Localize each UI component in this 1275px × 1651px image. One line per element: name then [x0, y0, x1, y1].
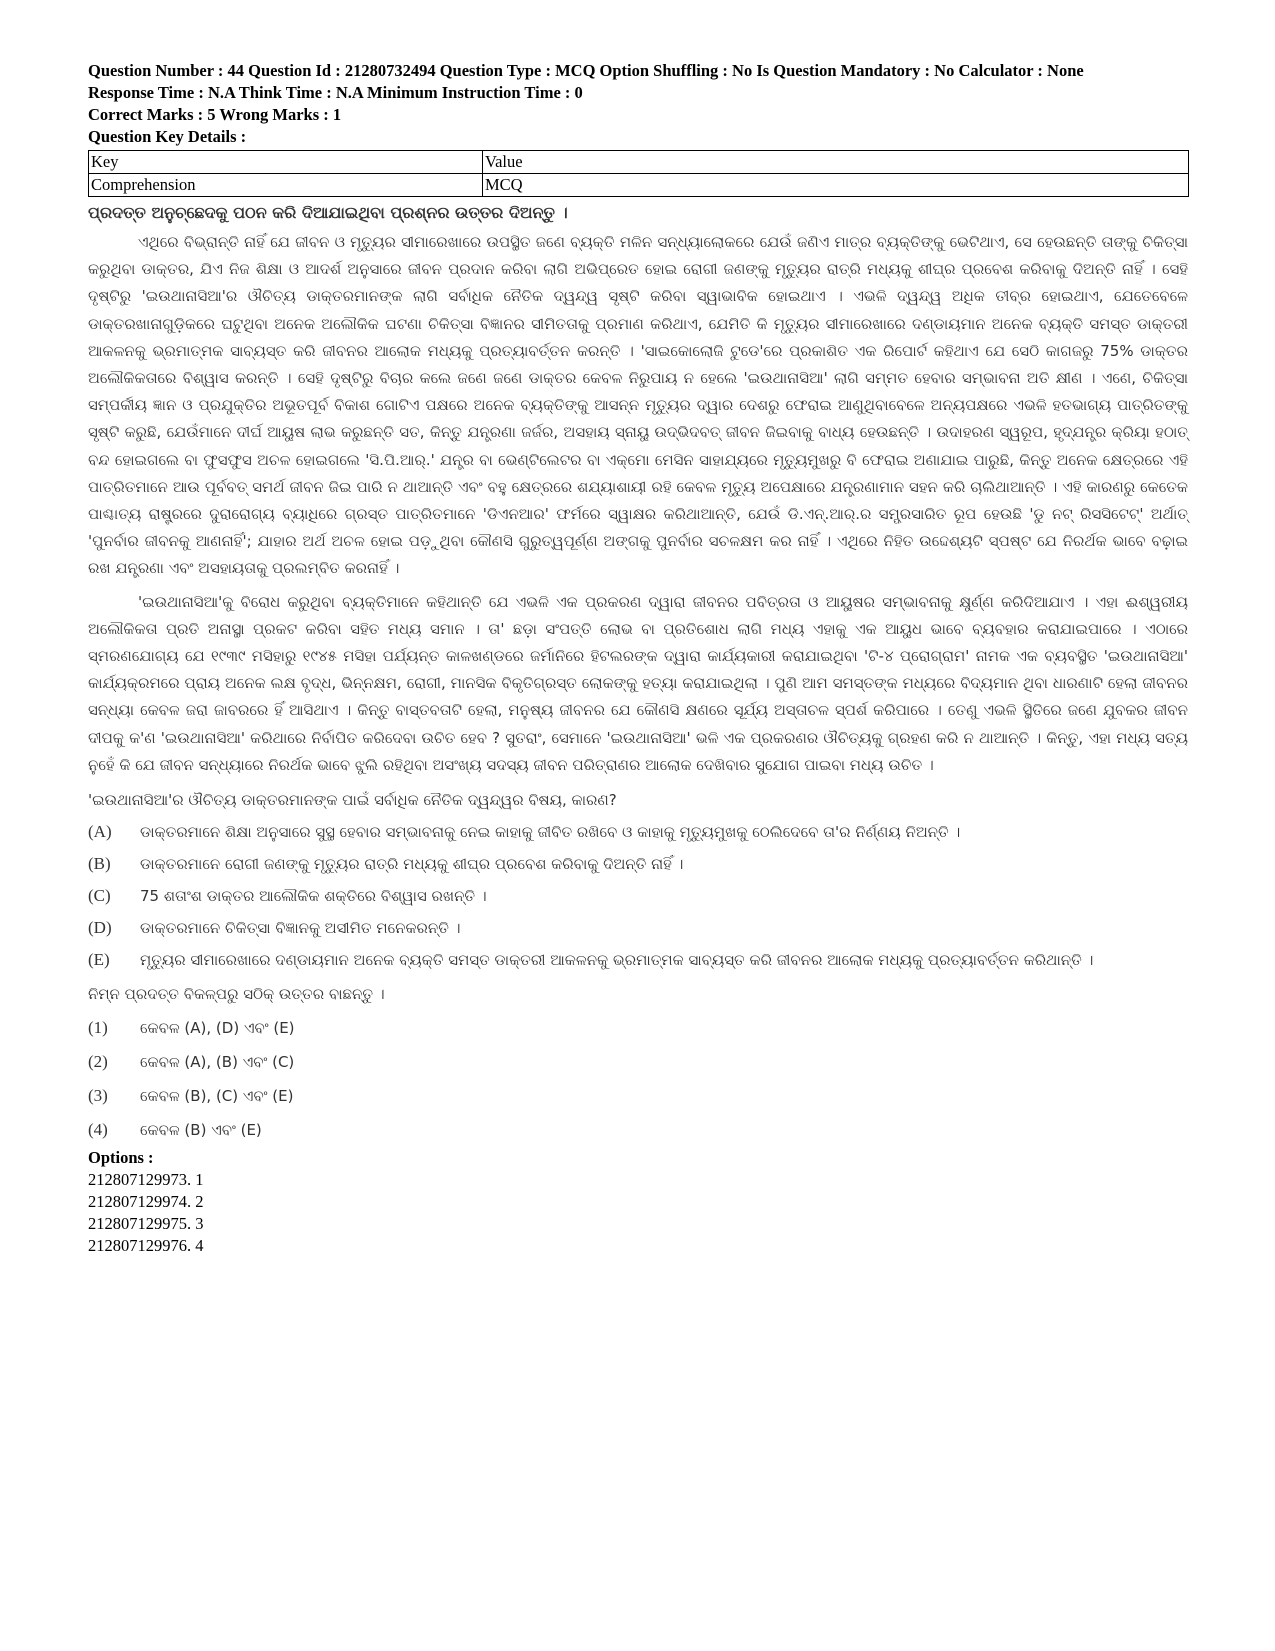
options-label: Options : — [88, 1148, 154, 1168]
option-id-2: 212807129974. 2 — [88, 1192, 204, 1212]
statement-label: (B) — [88, 854, 111, 874]
statement-text: 75 ଶତାଂଶ ଡାକ୍ତର ଆଲୌକିକ ଶକ୍ତିରେ ବିଶ୍ୱାସ ରଖନ୍ତି । — [140, 887, 487, 906]
marks-line: Correct Marks : 5 Wrong Marks : 1 — [88, 105, 342, 124]
statement-text: ଡାକ୍ତରମାନେ ଚିକିତ୍ସା ବିଜ୍ଞାନକୁ ଅସୀମିତ ମନେକରନ୍ତି । — [140, 919, 461, 938]
statement-text: ଡାକ୍ତରମାନେ ରୋଗୀ ଜଣଙ୍କୁ ମୃତ୍ୟୁର ରାତ୍ରି ମଧ୍ୟକୁ ଶୀଘ୍ର ପ୍ରବେଶ କରିବାକୁ ଦିଅନ୍ତି ନାହିଁ । — [140, 855, 684, 874]
table-row — [89, 174, 1189, 197]
statement-d — [88, 915, 1188, 941]
statement-label: (D) — [88, 918, 112, 938]
choice-3 — [88, 1083, 1188, 1109]
value-cell: MCQ — [483, 174, 1189, 197]
statement-text: ମୃତ୍ୟୁର ସୀମାରେଖାରେ ଦଣ୍ଡାୟମାନ ଅନେକ ବ୍ୟକ୍ତି ସମସ୍ତ ଡାକ୍ତରୀ ଆକଳନକୁ ଭ୍ରମାତ୍ମକ ସାବ୍ୟସ୍ତ କରି ଜୀବନର ଆଲୋକ ମଧ୍ୟକୁ ପ୍ରତ୍ୟାବର୍ତ୍ତନ କରିଥାନ୍ତି । — [140, 951, 1094, 970]
key-header-cell: Key — [89, 151, 483, 174]
choice-2 — [88, 1049, 1188, 1075]
statement-e — [88, 947, 1188, 973]
passage-instruction: ପ୍ରଦତ୍ତ ଅନୁଚ୍ଛେଦକୁ ପଠନ କରି ଦିଆଯାଇଥିବା ପ୍ରଶ୍ନର ଉତ୍ତର ଦିଅନ୍ତୁ । — [88, 203, 568, 222]
passage-paragraph-2: 'ଇଉଥାନାସିଆ'କୁ ବିରୋଧ କରୁଥିବା ବ୍ୟକ୍ତିମାନେ କହିଥାନ୍ତି ଯେ ଏଭଳି ଏକ ପ୍ରକରଣ ଦ୍ୱାରା ଜୀବନର ପବିତ୍ରତା ଓ ଆୟୁଷର ସମ୍ଭାବନାକୁ କ୍ଷୁର୍ଣ୍ଣ କରିଦିଆଯାଏ । ଏହା ଈଶ୍ୱରୀୟ ଅଲୌକିକତା ପ୍ରତି ଅନାସ୍ଥା ପ୍ରକଟ କରିବା ସହିତ ମଧ୍ୟ ସମାନ । ତା' ଛଡ଼ା ସଂପତ୍ତି ଲୋଭ ବା ପ୍ରତିଶୋଧ ଲାଗି ମଧ୍ୟ ଏହାକୁ ଏକ ଆୟୁଧ ଭାବେ ବ୍ୟବହାର କରାଯାଇପାରେ । ଏଠାରେ ସ୍ମରଣଯୋଗ୍ୟ ଯେ ୧୯୩୯ ମସିହାରୁ ୧୯୪୫ ମସିହା ପର୍ଯ୍ୟନ୍ତ କାଳଖଣ୍ଡରେ ଜର୍ମାନିରେ ହିଟଲରଙ୍କ ଦ୍ୱାରା କାର୍ଯ୍ୟକାରୀ କରାଯାଇଥିବା 'ଟି-୪ ପ୍ରୋଗ୍ରାମ' ନାମକ ଏକ ବ୍ୟବସ୍ଥିତ 'ଇଉଥାନାସିଆ' କାର୍ଯ୍ୟକ୍ରମରେ ପ୍ରାୟ ଅନେକ ଲକ୍ଷ ବୃଦ୍ଧ, ଭିନ୍ନକ୍ଷମ, ରୋଗୀ, ମାନସିକ ବିକୃତିଗ୍ରସ୍ତ ଲୋକଙ୍କୁ ହତ୍ୟା କରାଯାଇଥିଲା । ପୁଣି ଆମ ସମସ୍ତଙ୍କ ମଧ୍ୟରେ ବିଦ୍ୟମାନ ଥିବା ଧାରଣାଟି ହେଲା ଜୀବନର ସନ୍ଧ୍ୟା କେବଳ ଜରା ଜାବରରେ ହିଁ ଆସିଥାଏ । କିନ୍ତୁ ବାସ୍ତବତାଟି ହେଲା, ମନୁଷ୍ୟ ଜୀବନର ଯେ କୌଣସି କ୍ଷଣରେ ସୂର୍ଯ୍ୟ ଅସ୍ତାଚଳ ସ୍ପର୍ଶ କରିପାରେ । ତେଣୁ ଏଭଳି ସ୍ଥିତିରେ ଜଣେ ଯୁବକର ଜୀବନ ଦୀପକୁ କ'ଣ 'ଇଉଥାନାସିଆ' କରିଥାରେ ନିର୍ବାପିତ କରିଦେବା ଉଚିତ ହେବ ? ସୁତରାଂ, ସେମାନେ 'ଇଉଥାନାସିଆ' ଭଳି ଏକ ପ୍ରକରଣର ଔଚିତ୍ୟକୁ ଗ୍ରହଣ କରି ନ ଥାଆନ୍ତି । କିନ୍ତୁ, ଏହା ମଧ୍ୟ ସତ୍ୟ ନୁହେଁ କି ଯେ ଜୀବନ ସନ୍ଧ୍ୟାରେ ନିରର୍ଥକ ଭାବେ ଝୁଲି ରହିଥିବା ଅସଂଖ୍ୟ ସଦସ୍ୟ ଜୀବନ ପରିତ୍ରାଣର ଆଲୋକ ଦେଖିବାର ସୁଯୋଗ ପାଇବା ମଧ୍ୟ ଉଚିତ । — [88, 592, 1188, 774]
table-header-row — [89, 151, 1189, 174]
option-id-4: 212807129976. 4 — [88, 1236, 204, 1256]
statement-a — [88, 819, 1188, 845]
choice-label: (3) — [88, 1086, 108, 1106]
choice-label: (4) — [88, 1120, 108, 1140]
statement-label: (A) — [88, 822, 112, 842]
choice-text: କେବଳ (A), (B) ଏବଂ (C) — [140, 1053, 295, 1072]
passage-paragraph-1: ଏଥିରେ ବିଭ୍ରାନ୍ତି ନାହିଁ ଯେ ଜୀବନ ଓ ମୃତ୍ୟୁର ସୀମାରେଖାରେ ଉପସ୍ଥିତ ଜଣେ ବ୍ୟକ୍ତି ମଳିନ ସନ୍ଧ୍ୟାଲୋକରେ ଯେଉଁ ଜଣିଏ ମାତ୍ର ବ୍ୟକ୍ତିଙ୍କୁ ଭେଟିଥାଏ, ସେ ହେଉଛନ୍ତି ତାଙ୍କୁ ଚିକିତ୍ସା କରୁଥିବା ଡାକ୍ତର, ଯିଏ ନିଜ ଶିକ୍ଷା ଓ ଆଦର୍ଶ ଅନୁସାରେ ଜୀବନ ପ୍ରଦାନ କରିବା ଲାଗି ଅଭିପ୍ରେତ ହୋଇ ରୋଗୀ ଜଣଙ୍କୁ ମୃତ୍ୟୁର ରାତ୍ରି ମଧ୍ୟକୁ ଶୀଘ୍ର ପ୍ରବେଶ କରିବାକୁ ଦିଅନ୍ତି ନାହିଁ । ସେହି ଦୃଷ୍ଟିରୁ 'ଇଉଥାନାସିଆ'ର ଔଚିତ୍ୟ ଡାକ୍ତରମାନଙ୍କ ଲାଗି ସର୍ବାଧିକ ନୈତିକ ଦ୍ୱନ୍ଦ୍ୱ ସୃଷ୍ଟି କରିବା ସ୍ୱାଭାବିକ ହୋଇଥାଏ । ଏଭଳି ଦ୍ୱନ୍ଦ୍ୱ ଅଧିକ ତୀବ୍ର ହୋଇଥାଏ, ଯେତେବେଳେ ଡାକ୍ତରଖାନାଗୁଡ଼ିକରେ ଘଟୁଥିବା ଅନେକ ଅଲୌକିକ ଘଟଣା ଚିକିତ୍ସା ବିଜ୍ଞାନର ସୀମିତତାକୁ ପ୍ରମାଣ କରିଥାଏ, ଯେମିତି କି ମୃତ୍ୟୁର ସୀମାରେଖାରେ ଦଣ୍ଡାୟମାନ ଅନେକ ବ୍ୟକ୍ତି ସମସ୍ତ ଡାକ୍ତରୀ ଆକଳନକୁ ଭ୍ରମାତ୍ମକ ସାବ୍ୟସ୍ତ କରି ଜୀବନର ଆଲୋକ ମଧ୍ୟକୁ ପ୍ରତ୍ୟାବର୍ତ୍ତନ କରନ୍ତି । 'ସାଇକୋଲୋଜି ଟୁଡେ'ରେ ପ୍ରକାଶିତ ଏକ ରିପୋର୍ଟ କହିଥାଏ ଯେ ସେଠି କାଗଜରୁ 75% ଡାକ୍ତର ଅଲୌକିକତାରେ ବିଶ୍ୱାସ କରନ୍ତି । ସେହି ଦୃଷ୍ଟିରୁ ବିଚାର କଲେ ଜଣେ ଜଣେ ଡାକ୍ତର କେବଳ ନିରୁପାୟ ନ ହେଲେ 'ଇଉଥାନାସିଆ' ଲାଗି ସମ୍ମତ ହେବାର ସମ୍ଭାବନା ଅତି କ୍ଷୀଣ । ଏଣେ, ଚିକିତ୍ସା ସମ୍ପର୍କୀୟ ଜ୍ଞାନ ଓ ପ୍ରଯୁକ୍ତିର ଅଭୂତପୂର୍ବ ବିକାଶ ଗୋଟିଏ ପକ୍ଷରେ ଅନେକ ବ୍ୟକ୍ତିଙ୍କୁ ଆସନ୍ନ ମୃତ୍ୟୁର ଦ୍ୱାର ଦେଶରୁ ଫେରାଇ ଆଣୁଥିବାବେଳେ ଅନ୍ୟପକ୍ଷରେ ଏଭଳି ହତଭାଗ୍ୟ ପାତ୍ରିତଙ୍କୁ ସୃଷ୍ଟି କରୁଛି, ଯେଉଁମାନେ ଦୀର୍ଘ ଆୟୁଷ ଲାଭ କରୁଛନ୍ତି ସତ, କିନ୍ତୁ ଯନ୍ତ୍ରଣା ଜର୍ଜର, ଅସହାୟ ସ୍ନାୟୁ ଉଦ୍ଭିଦବତ୍ ଜୀବନ ଜିଇବାକୁ ବାଧ୍ୟ ହେଉଛନ୍ତି । ଉଦାହରଣ ସ୍ୱରୂପ, ହୃଦ୍‌ଯନ୍ତ୍ର କ୍ରିୟା ହଠାତ୍ ବନ୍ଦ ହୋଇଗଲେ ବା ଫୁସଫୁସ ଅଚଳ ହୋଇଗଲେ 'ସି.ପି.ଆର୍.' ଯନ୍ତ୍ର ବା ଭେଣ୍ଟିଲେଟର ବା ଏକ୍‌ମୋ ମେସିନ ସାହାଯ୍ୟରେ ମୃତ୍ୟୁମୁଖରୁ ବି ଫେରାଇ ଅଣାଯାଇ ପାରୁଛି, କିନ୍ତୁ ଅନେକ କ୍ଷେତ୍ରରେ ଏହି ପାତ୍ରିତମାନେ ଆଉ ପୂର୍ବବତ୍ ସମର୍ଥ ଜୀବନ ଜିଇ ପାରି ନ ଥାଆନ୍ତି ଏବଂ ବହୁ କ୍ଷେତ୍ରରେ ଶଯ୍ୟାଶାୟୀ ରହି କେବଳ ମୃତ୍ୟୁ ଅପେକ୍ଷାରେ ଯନ୍ତ୍ରଣାମାନ ସହନ କରି ଚାଲିଥାଆନ୍ତି । ଏହି କାରଣରୁ କେତେକ ପାଶ୍ଚାତ୍ୟ ରାଷ୍ଟ୍ରରେ ଦୁରାରୋଗ୍ୟ ବ୍ୟାଧିରେ ଗ୍ରସ୍ତ ପାତ୍ରିତମାନେ 'ଡିଏନଆର' ଫର୍ମରେ ସ୍ୱାକ୍ଷର କରିଥାଆନ୍ତି, ଯେଉଁ ଡି.ଏନ୍.ଆର୍.ର ସମ୍ପ୍ରସାରିତ ରୂପ ହେଉଛି 'ଡୁ ନଟ୍ ରିସସିଟେଟ୍' ଅର୍ଥାତ୍ 'ପୁନର୍ବାର ଜୀବନକୁ ଆଣନାହିଁ'; ଯାହାର ଅର୍ଥ ଅଚଳ ହୋଇ ପଡ଼ୁଥିବା କୌଣସି ଗୁରୁତ୍ୱପୂର୍ଣ୍ଣ ଅଙ୍ଗକୁ ପୁନର୍ବାର ସଚଳକ୍ଷମ କର ନାହିଁ । ଏଥିରେ ନିହିତ ଉଦ୍ଦେଶ୍ୟଟି ସ୍ପଷ୍ଟ ଯେ ନିରର୍ଥକ ଭାବେ ବଢ଼ାଇ ରଖ ଯନ୍ତ୍ରଣା ଏବଂ ଅସହାୟତାକୁ ପ୍ରଲମ୍ବିତ କରନାହିଁ । — [88, 233, 1188, 578]
key-cell: Comprehension — [89, 174, 483, 197]
response-time-line: Response Time : N.A Think Time : N.A Minimum Instruction Time : 0 — [88, 83, 583, 102]
question-meta-line: Question Number : 44 Question Id : 21280732494 Question Type : MCQ Option Shuffling : No Is Question Mandatory : No Calculator : None — [88, 61, 1084, 80]
choice-text: କେବଳ (B), (C) ଏବଂ (E) — [140, 1087, 294, 1106]
statement-b — [88, 851, 1188, 877]
choose-instruction: ନିମ୍ନ ପ୍ରଦତ୍ତ ବିକଳ୍ପରୁ ସଠିକ୍ ଉତ୍ତର ବାଛନ୍ତୁ । — [88, 985, 385, 1004]
statement-label: (E) — [88, 950, 110, 970]
choice-4 — [88, 1117, 1188, 1143]
question-page — [88, 60, 1188, 1257]
question-text: 'ଇଉଥାନାସିଆ'ର ଔଚିତ୍ୟ ଡାକ୍ତରମାନଙ୍କ ପାଇଁ ସର୍ବାଧିକ ନୈତିକ ଦ୍ୱନ୍ଦ୍ୱର ବିଷୟ, କାରଣ? — [88, 791, 617, 810]
choice-label: (1) — [88, 1018, 108, 1038]
value-header-cell: Value — [483, 151, 1189, 174]
choice-text: କେବଳ (A), (D) ଏବଂ (E) — [140, 1019, 295, 1038]
choice-text: କେବଳ (B) ଏବଂ (E) — [140, 1121, 262, 1140]
choice-label: (2) — [88, 1052, 108, 1072]
key-details-table — [88, 150, 1189, 197]
choice-1 — [88, 1015, 1188, 1041]
statement-c — [88, 883, 1188, 909]
option-id-1: 212807129973. 1 — [88, 1170, 204, 1190]
statement-label: (C) — [88, 886, 111, 906]
statement-text: ଡାକ୍ତରମାନେ ଶିକ୍ଷା ଅନୁସାରେ ସୁସ୍ଥ ହେବାର ସମ୍ଭାବନାକୁ ନେଇ କାହାକୁ ଜୀବିତ ରଖିବେ ଓ କାହାକୁ ମୃତ୍ୟୁମୁଖକୁ ଠେଲିଦେବେ ତା'ର ନିର୍ଣ୍ଣୟ ନିଅନ୍ତି । — [140, 823, 961, 842]
option-id-3: 212807129975. 3 — [88, 1214, 204, 1234]
key-details-label: Question Key Details : — [88, 127, 247, 146]
